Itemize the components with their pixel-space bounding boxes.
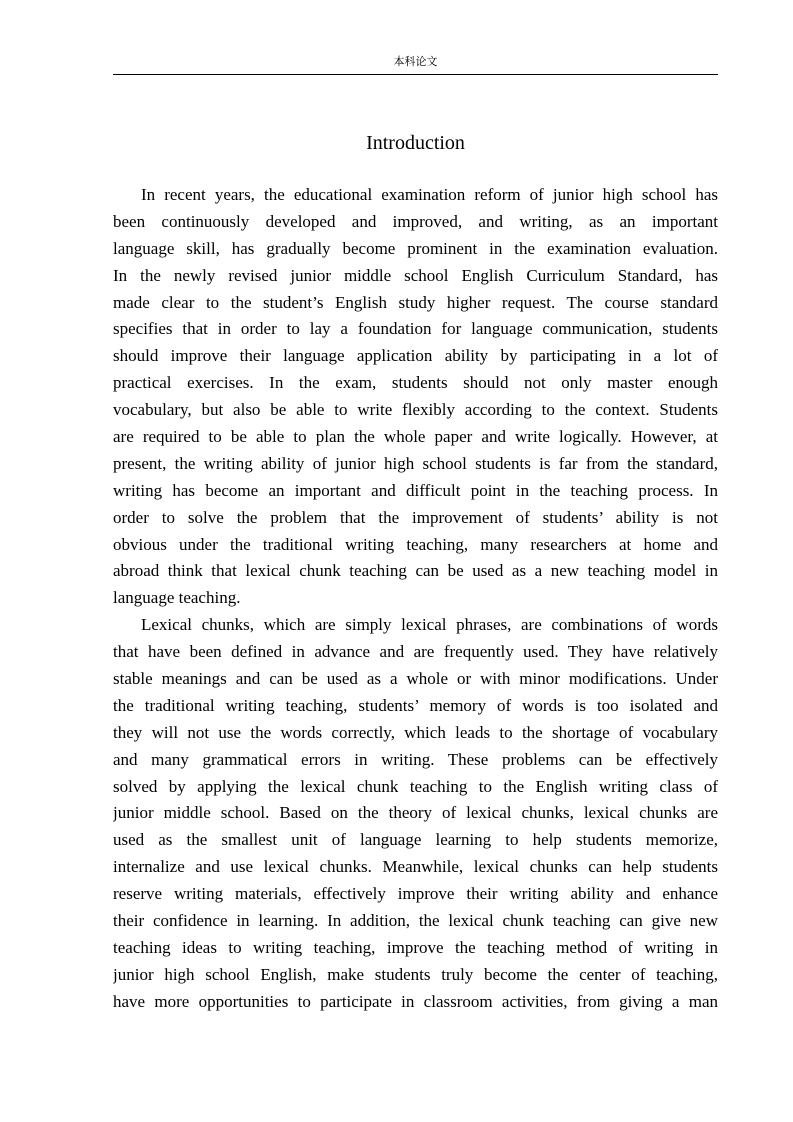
text-line: vocabulary, but also be able to write flexibly according to the context. Students xyxy=(113,400,718,420)
text-line: reserve writing materials, effectively improve their writing ability and enhance xyxy=(113,884,718,904)
text-line: teaching ideas to writing teaching, improve the teaching method of writing in xyxy=(113,937,718,957)
text-line: practical exercises. In the exam, students should not only master enough xyxy=(113,373,718,393)
text-line: In the newly revised junior middle school English Curriculum Standard, has xyxy=(113,265,718,285)
text-line: In recent years, the educational examination reform of junior high school has xyxy=(141,185,718,204)
paragraph-2 xyxy=(113,612,718,1015)
text-line: the traditional writing teaching, students’ memory of words is too isolated and xyxy=(113,695,718,715)
text-line: been continuously developed and improved, and writing, as an important xyxy=(113,211,718,231)
section-title: Introduction xyxy=(366,132,465,154)
text-line: junior high school English, make students truly become the center of teaching, xyxy=(113,964,718,984)
text-line: they will not use the words correctly, which leads to the shortage of vocabulary xyxy=(113,722,718,742)
text-line: language teaching. xyxy=(113,588,241,608)
text-line: are required to be able to plan the whole paper and write logically. However, at xyxy=(113,427,718,447)
text-line: present, the writing ability of junior high school students is far from the standard, xyxy=(113,453,718,473)
text-line: that have been defined in advance and are frequently used. They have relatively xyxy=(113,642,718,662)
running-header: 本科论文 xyxy=(113,55,718,75)
text-line: their confidence in learning. In addition, the lexical chunk teaching can give new xyxy=(113,911,718,931)
paragraph-1 xyxy=(113,182,718,612)
text-line: stable meanings and can be used as a whole or with minor modifications. Under xyxy=(113,669,718,689)
text-line: abroad think that lexical chunk teaching can be used as a new teaching model in xyxy=(113,561,718,581)
text-line: Lexical chunks, which are simply lexical phrases, are combinations of words xyxy=(141,615,718,635)
text-line: solved by applying the lexical chunk teaching to the English writing class of xyxy=(113,776,718,796)
text-line: have more opportunities to participate in classroom activities, from giving a man xyxy=(113,991,718,1011)
text-line: should improve their language application ability by participating in a lot of xyxy=(113,346,718,366)
text-line: internalize and use lexical chunks. Meanwhile, lexical chunks can help students xyxy=(113,857,718,877)
text-line: specifies that in order to lay a foundation for language communication, students xyxy=(113,319,718,339)
text-line: and many grammatical errors in writing. These problems can be effectively xyxy=(113,749,718,769)
text-line: writing has become an important and difficult point in the teaching process. In xyxy=(113,480,718,500)
text-line: used as the smallest unit of language learning to help students memorize, xyxy=(113,830,718,850)
body-text xyxy=(113,182,718,1016)
text-line: language skill, has gradually become prominent in the examination evaluation. xyxy=(113,238,718,258)
text-line: order to solve the problem that the improvement of students’ ability is not xyxy=(113,507,718,527)
text-line: obvious under the traditional writing teaching, many researchers at home and xyxy=(113,534,718,554)
text-line: made clear to the student’s English study higher request. The course standard xyxy=(113,292,718,312)
text-line: junior middle school. Based on the theory of lexical chunks, lexical chunks are xyxy=(113,803,718,823)
